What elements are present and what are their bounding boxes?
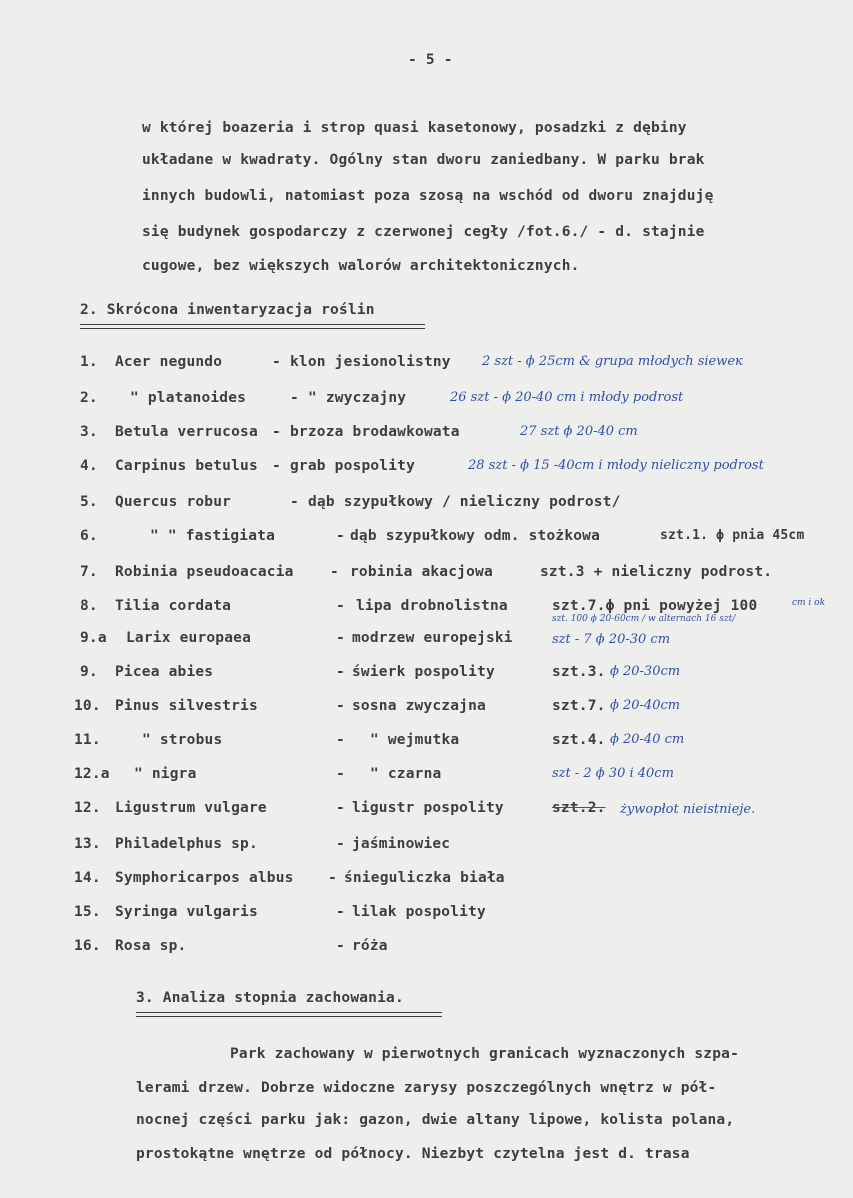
handwritten-note: szt - 2 ϕ 30 i 40cm	[552, 766, 674, 781]
plant-polish-name: grab pospolity	[290, 458, 416, 474]
plant-separator: -	[336, 938, 345, 954]
plant-number: 9.	[80, 664, 98, 680]
plant-count: szt.3 + nieliczny podrost.	[540, 564, 773, 580]
plant-polish-name: dąb szypułkowy / nieliczny podrost/	[308, 494, 621, 510]
plant-count: szt.7.	[552, 698, 606, 714]
plant-separator: -	[336, 598, 345, 614]
handwritten-note: szt - 7 ϕ 20-30 cm	[552, 632, 671, 647]
plant-separator: -	[336, 664, 345, 680]
plant-count: szt.7.ϕ pni powyżej 100	[552, 598, 758, 614]
plant-separator: -	[330, 564, 339, 580]
plant-count-struck: szt.2.	[552, 800, 606, 816]
plant-separator: -	[336, 836, 345, 852]
plant-separator: -	[328, 870, 337, 886]
plant-number: 12.a	[74, 766, 110, 782]
plant-latin-name: " nigra	[134, 766, 197, 782]
plant-latin-name: " " fastigiata	[150, 528, 276, 544]
plant-latin-name: Betula verrucosa	[115, 424, 258, 440]
plant-polish-name: " czarna	[370, 766, 442, 782]
plant-polish-name: " zwyczajny	[308, 390, 407, 406]
plant-separator: -	[336, 800, 345, 816]
plant-polish-name: świerk pospolity	[352, 664, 495, 680]
intro-line: się budynek gospodarczy z czerwonej cegły /fot.6./ - d. stajnie	[142, 224, 705, 240]
plant-separator: -	[290, 390, 299, 406]
plant-latin-name: Pinus silvestris	[115, 698, 258, 714]
plant-number: 7.	[80, 564, 98, 580]
plant-latin-name: Picea abies	[115, 664, 214, 680]
plant-polish-name: " wejmutka	[370, 732, 460, 748]
plant-separator: -	[336, 698, 345, 714]
closing-line: nocnej części parku jak: gazon, dwie altany lipowe, kolista polana,	[136, 1112, 735, 1128]
plant-polish-name: klon jesionolistny	[290, 354, 451, 370]
plant-separator: -	[272, 424, 281, 440]
plant-polish-name: śnieguliczka biała	[344, 870, 505, 886]
plant-number: 5.	[80, 494, 98, 510]
handwritten-note: ϕ 20-40 cm	[610, 732, 685, 747]
plant-number: 15.	[74, 904, 101, 920]
plant-latin-name: " strobus	[142, 732, 223, 748]
handwritten-note: cm i ok	[792, 598, 826, 608]
intro-line: w której boazeria i strop quasi kasetonowy, posadzki z dębiny	[142, 120, 687, 136]
intro-line: innych budowli, natomiast poza szosą na wschód od dworu znajduję	[142, 188, 714, 204]
intro-line: cugowe, bez większych walorów architektonicznych.	[142, 258, 580, 274]
heading-underline	[136, 1012, 442, 1017]
handwritten-note: szt. 100 ϕ 20-60cm / w alternach 16 szt/	[552, 614, 736, 624]
handwritten-note: ϕ 20-30cm	[610, 664, 681, 679]
plant-separator: -	[272, 354, 281, 370]
plant-latin-name: " platanoides	[130, 390, 247, 406]
plant-polish-name: sosna zwyczajna	[352, 698, 486, 714]
plant-separator: -	[336, 630, 345, 646]
plant-latin-name: Tilia cordata	[115, 598, 232, 614]
plant-number: 16.	[74, 938, 101, 954]
plant-polish-name: ligustr pospolity	[352, 800, 504, 816]
plant-latin-name: Larix europaea	[126, 630, 252, 646]
handwritten-note: żywopłot nieistnieje.	[620, 802, 756, 817]
plant-number: 3.	[80, 424, 98, 440]
plant-separator: -	[336, 528, 345, 544]
plant-latin-name: Acer negundo	[115, 354, 223, 370]
plant-number: 13.	[74, 836, 101, 852]
handwritten-note: 26 szt - ϕ 20-40 cm i młody podrost	[450, 390, 684, 405]
plant-number: 10.	[74, 698, 101, 714]
plant-polish-name: modrzew europejski	[352, 630, 513, 646]
plant-separator: -	[290, 494, 299, 510]
handwritten-note: ϕ 20-40cm	[610, 698, 681, 713]
closing-line: prostokątne wnętrze od północy. Niezbyt czytelna jest d. trasa	[136, 1146, 690, 1162]
plant-number: 4.	[80, 458, 98, 474]
handwritten-note: 27 szt ϕ 20-40 cm	[520, 424, 638, 439]
plant-latin-name: Robinia pseudoacacia	[115, 564, 294, 580]
handwritten-note: 2 szt - ϕ 25cm & grupa młodych sieweк	[482, 354, 743, 369]
plant-separator: -	[336, 766, 345, 782]
plant-number: 1.	[80, 354, 98, 370]
plant-polish-name: lilak pospolity	[352, 904, 486, 920]
plant-separator: -	[336, 904, 345, 920]
plant-number: 6.	[80, 528, 98, 544]
plant-number: 2.	[80, 390, 98, 406]
plant-latin-name: Carpinus betulus	[115, 458, 258, 474]
plant-latin-name: Ligustrum vulgare	[115, 800, 267, 816]
handwritten-note: 28 szt - ϕ 15 -40cm i młody nieliczny podrost	[468, 458, 764, 473]
plant-count: szt.4.	[552, 732, 606, 748]
plant-polish-name: brzoza brodawkowata	[290, 424, 460, 440]
plant-count: szt.3.	[552, 664, 606, 680]
plant-polish-name: robinia akacjowa	[350, 564, 493, 580]
plant-polish-name: róża	[352, 938, 388, 954]
plant-polish-name: dąb szypułkowy odm. stożkowa	[350, 528, 601, 544]
plant-latin-name: Symphoricarpos albus	[115, 870, 294, 886]
plant-count: szt.1. ϕ pnia 45cm	[660, 528, 805, 543]
plant-polish-name: lipa drobnolistna	[356, 598, 508, 614]
plant-number: 8.	[80, 598, 98, 614]
plant-separator: -	[336, 732, 345, 748]
plant-number: 11.	[74, 732, 101, 748]
plant-latin-name: Philadelphus sp.	[115, 836, 258, 852]
plant-separator: -	[272, 458, 281, 474]
page-number: - 5 -	[408, 52, 453, 68]
plant-number: 12.	[74, 800, 101, 816]
section-2-heading: 2. Skrócona inwentaryzacja roślin	[80, 302, 375, 318]
intro-line: układane w kwadraty. Ogólny stan dworu zaniedbany. W parku brak	[142, 152, 705, 168]
plant-polish-name: jaśminowiec	[352, 836, 451, 852]
plant-number: 14.	[74, 870, 101, 886]
plant-number: 9.a	[80, 630, 107, 646]
plant-latin-name: Syringa vulgaris	[115, 904, 258, 920]
closing-line: lerami drzew. Dobrze widoczne zarysy poszczególnych wnętrz w pół-	[136, 1080, 717, 1096]
heading-underline	[80, 324, 425, 329]
plant-latin-name: Rosa sp.	[115, 938, 187, 954]
closing-line: Park zachowany w pierwotnych granicach wyznaczonych szpa-	[230, 1046, 739, 1062]
plant-latin-name: Quercus robur	[115, 494, 232, 510]
section-3-heading: 3. Analiza stopnia zachowania.	[136, 990, 404, 1006]
